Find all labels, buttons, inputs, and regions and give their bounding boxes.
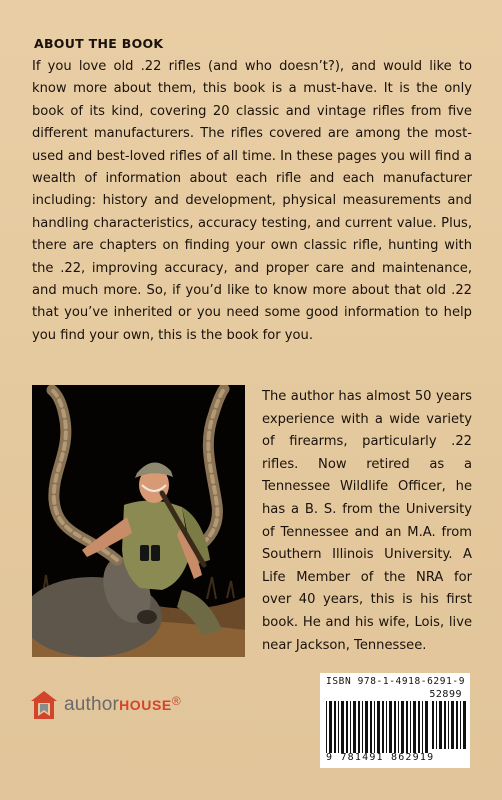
publisher-name: [64, 694, 181, 716]
about-heading: ABOUT THE BOOK: [34, 36, 164, 51]
authorhouse-logo-icon: [30, 690, 58, 720]
author-photo: [32, 385, 245, 657]
isbn-barcode: [320, 673, 470, 768]
publisher-name-part1: author: [64, 694, 120, 715]
barcode-bars: [326, 701, 428, 753]
barcode-digits: 9 781491 862919: [326, 752, 435, 763]
book-description: If you love old .22 rifles (and who doesn’t?), and would like to know more about them, this book is a must-have. It is the only book of its kind, covering 20 classic and vintage rifles from five different manufacturers. The rifles covered are among the most-used and best-loved rifles of all time. In these pages you will find a wealth of information about each rifle and each manufacturer including: history and development, physical measurements and handling characteristics, accuracy testing, and current value. Plus, there are chapters on finding your own classic rifle, hunting with the .22, improving accuracy, and proper care and maintenance, and much more. So, if you’d like to know more about that old .22 that you’ve inherited or you need some good information to help you find your own, this is the book for you.: [32, 59, 472, 343]
barcode-addon-bars: [432, 701, 466, 749]
publisher-name-part2: HOUSE: [119, 697, 172, 713]
price-code: 52899: [429, 689, 462, 700]
author-bio: The author has almost 50 years experience with a wide variety of firearms, particularly .22 rifles. Now retired as a Tennessee Wildlife Officer, he has a B. S. from the University of Tennessee and an M.A. from Southern Illinois University. A Life Member of the NRA for over 40 years, this is his first book. He and his wife, Lois, live near Jackson, Tennessee.: [262, 389, 472, 653]
registered-mark: ®: [171, 694, 181, 708]
publisher-logo: [30, 690, 181, 720]
isbn-text: ISBN 978-1-4918-6291-9: [326, 676, 466, 687]
